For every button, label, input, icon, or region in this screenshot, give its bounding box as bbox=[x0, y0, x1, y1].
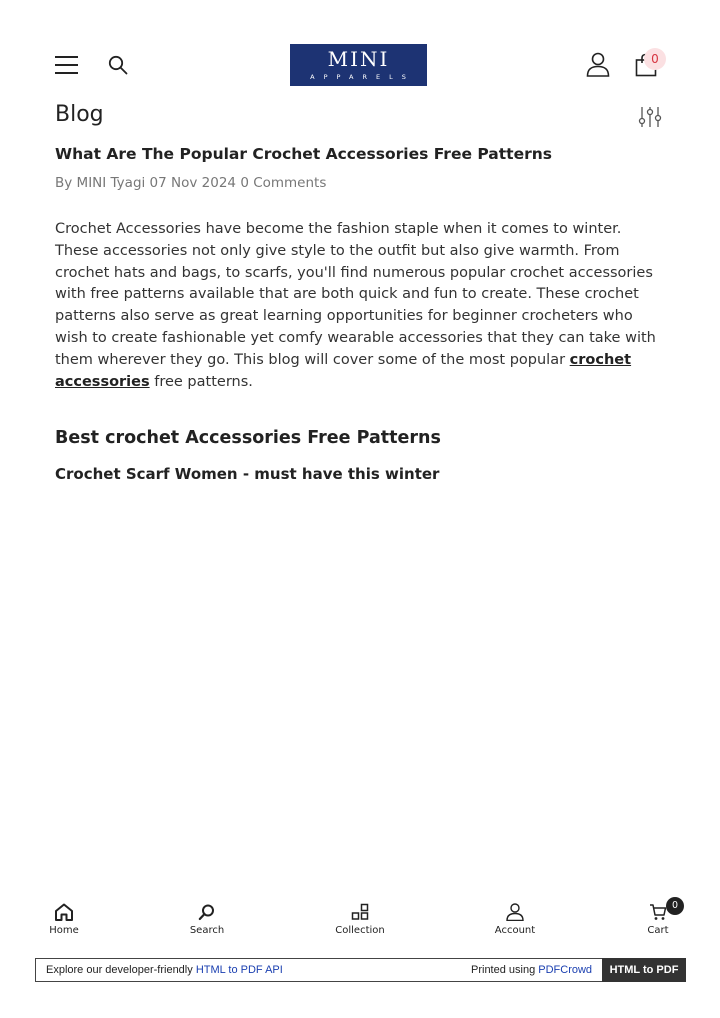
subsection-heading: Crochet Scarf Women - must have this winter bbox=[55, 465, 440, 483]
pdf-banner-mid bbox=[471, 959, 592, 981]
pdf-banner-mid-text: Printed using bbox=[471, 964, 539, 976]
html-to-pdf-api-link[interactable]: HTML to PDF API bbox=[195, 964, 283, 976]
nav-cart-count-badge: 0 bbox=[666, 897, 684, 915]
pdfcrowd-banner bbox=[35, 958, 685, 982]
sliders-icon[interactable] bbox=[638, 106, 662, 128]
nav-home-label: Home bbox=[49, 925, 79, 936]
user-icon bbox=[506, 903, 524, 921]
post-body-text: Crochet Accessories have become the fashion staple when it comes to winter. These accessories not only give style to the outfit but also give warmth. From crochet hats and bags, to scarfs, you'll find numerous popular crochet accessories with free patterns available that are both quick and fun to create. These crochet patterns also serve as great learning opportunities for beginner crocheters who wish to create fashionable yet comfy wearable accessories that they can take with them wherever they go. This blog will cover some of the most popular bbox=[55, 221, 656, 368]
post-body bbox=[55, 219, 665, 393]
post-body-tail: free patterns. bbox=[149, 373, 253, 390]
post-meta: By MINI Tyagi 07 Nov 2024 0 Comments bbox=[55, 175, 327, 191]
section-heading: Best crochet Accessories Free Patterns bbox=[55, 428, 441, 448]
cart-icon bbox=[649, 903, 667, 921]
pdf-banner-left-text: Explore our developer-friendly bbox=[46, 964, 196, 976]
cart-count-badge: 0 bbox=[644, 48, 666, 70]
post-title: What Are The Popular Crochet Accessories Free Patterns bbox=[55, 145, 552, 163]
user-icon[interactable] bbox=[586, 52, 610, 77]
site-logo[interactable] bbox=[290, 44, 427, 86]
search-icon[interactable] bbox=[108, 55, 128, 75]
nav-cart-label: Cart bbox=[647, 925, 669, 936]
html-to-pdf-button[interactable]: HTML to PDF bbox=[602, 958, 686, 982]
logo-subtitle: APPARELS bbox=[310, 73, 415, 81]
nav-collection-label: Collection bbox=[335, 925, 385, 936]
home-icon bbox=[54, 903, 74, 921]
page-title: Blog bbox=[55, 102, 104, 127]
bottom-nav bbox=[0, 895, 720, 945]
nav-home[interactable] bbox=[24, 895, 104, 945]
nav-collection[interactable] bbox=[320, 895, 400, 945]
grid-icon bbox=[351, 903, 369, 921]
pdfcrowd-link[interactable]: PDFCrowd bbox=[538, 964, 593, 976]
nav-search[interactable] bbox=[167, 895, 247, 945]
nav-account[interactable] bbox=[475, 895, 555, 945]
pdf-banner-left bbox=[46, 959, 283, 981]
nav-account-label: Account bbox=[494, 925, 536, 936]
logo-title: MINI bbox=[327, 47, 390, 71]
nav-search-label: Search bbox=[189, 925, 225, 936]
search-icon bbox=[198, 903, 216, 921]
hamburger-icon[interactable] bbox=[55, 56, 78, 74]
nav-cart[interactable] bbox=[618, 895, 698, 945]
crochet-accessories-link[interactable]: crochet accessories bbox=[55, 351, 632, 390]
site-header bbox=[0, 0, 720, 100]
